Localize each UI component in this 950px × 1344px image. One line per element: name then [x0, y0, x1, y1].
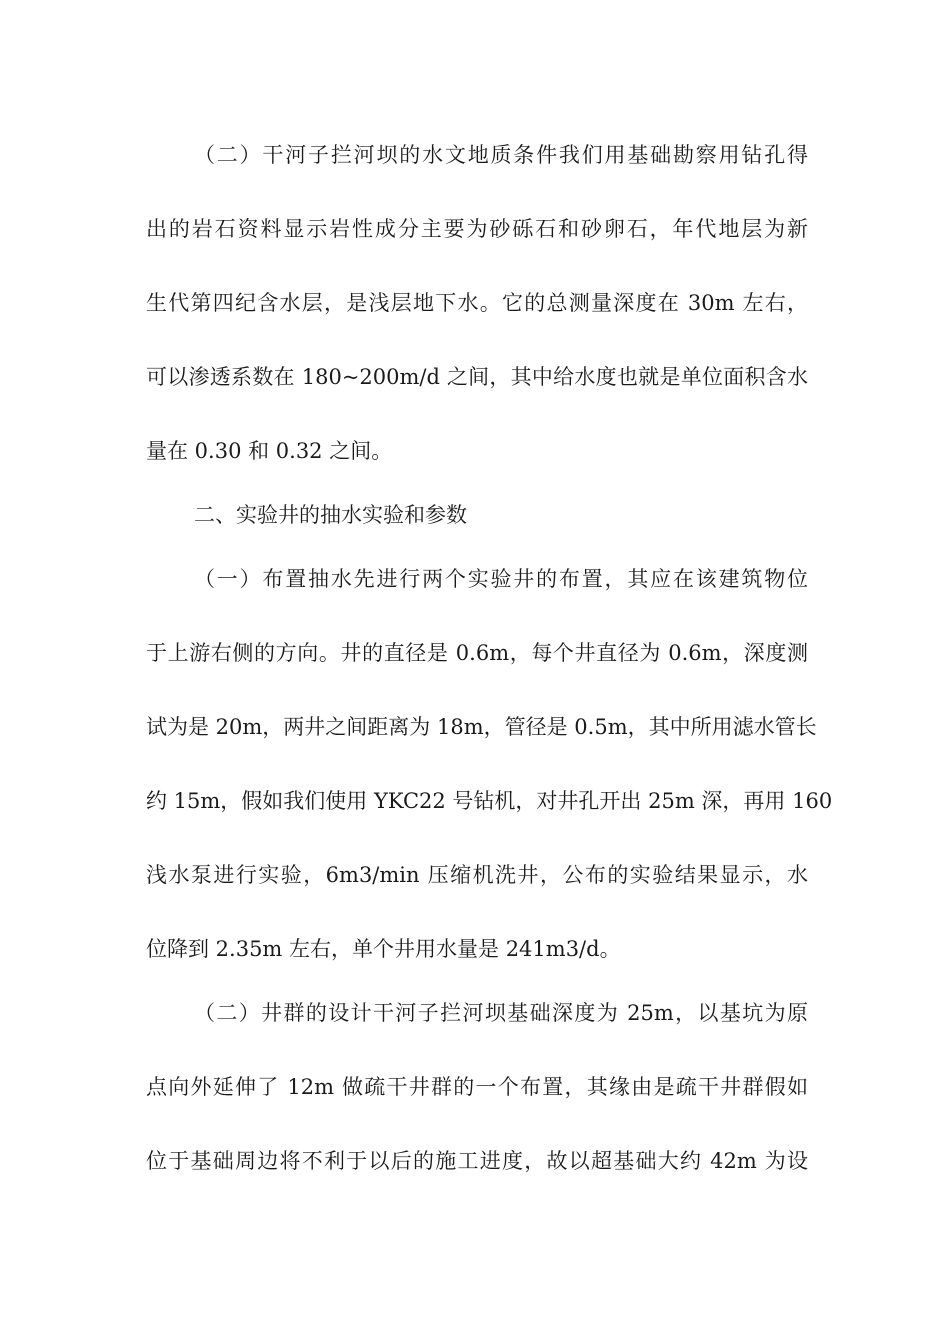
paragraph-3-line-2: 点向外延伸了 12m 做疏干井群的一个布置，其缘由是疏干井群假如	[146, 1075, 808, 1099]
paragraph-1-line-2: 出的岩石资料显示岩性成分主要为砂砾石和砂卵石，年代地层为新	[146, 217, 808, 241]
paragraph-2-line-6: 位降到 2.35m 左右，单个井用水量是 241m3/d。	[146, 937, 621, 961]
paragraph-1-line-4: 可以渗透系数在 180~200m/d 之间，其中给水度也就是单位面积含水	[146, 365, 808, 389]
paragraph-2-line-4: 约 15m，假如我们使用 YKC22 号钻机，对井孔开出 25m 深，再用 160	[146, 789, 833, 813]
section-heading: 二、实验井的抽水实验和参数	[194, 503, 467, 527]
paragraph-1-line-3: 生代第四纪含水层，是浅层地下水。它的总测量深度在 30m 左右，	[146, 291, 808, 315]
paragraph-2-line-5: 浅水泵进行实验，6m3/min 压缩机洗井，公布的实验结果显示，水	[146, 863, 808, 887]
paragraph-3-line-1: （二）井群的设计干河子拦河坝基础深度为 25m，以基坑为原	[194, 1001, 808, 1025]
paragraph-1-line-5: 量在 0.30 和 0.32 之间。	[146, 439, 393, 463]
paragraph-1-line-1: （二）干河子拦河坝的水文地质条件我们用基础勘察用钻孔得	[194, 143, 808, 167]
paragraph-2-line-3: 试为是 20m，两井之间距离为 18m，管径是 0.5m，其中所用滤水管长	[146, 715, 817, 739]
paragraph-2-line-2: 于上游右侧的方向。井的直径是 0.6m，每个井直径为 0.6m，深度测	[146, 641, 808, 665]
paragraph-2-line-1: （一）布置抽水先进行两个实验井的布置，其应在该建筑物位	[194, 567, 808, 591]
paragraph-3-line-3: 位于基础周边将不利于以后的施工进度，故以超基础大约 42m 为设	[146, 1149, 808, 1173]
